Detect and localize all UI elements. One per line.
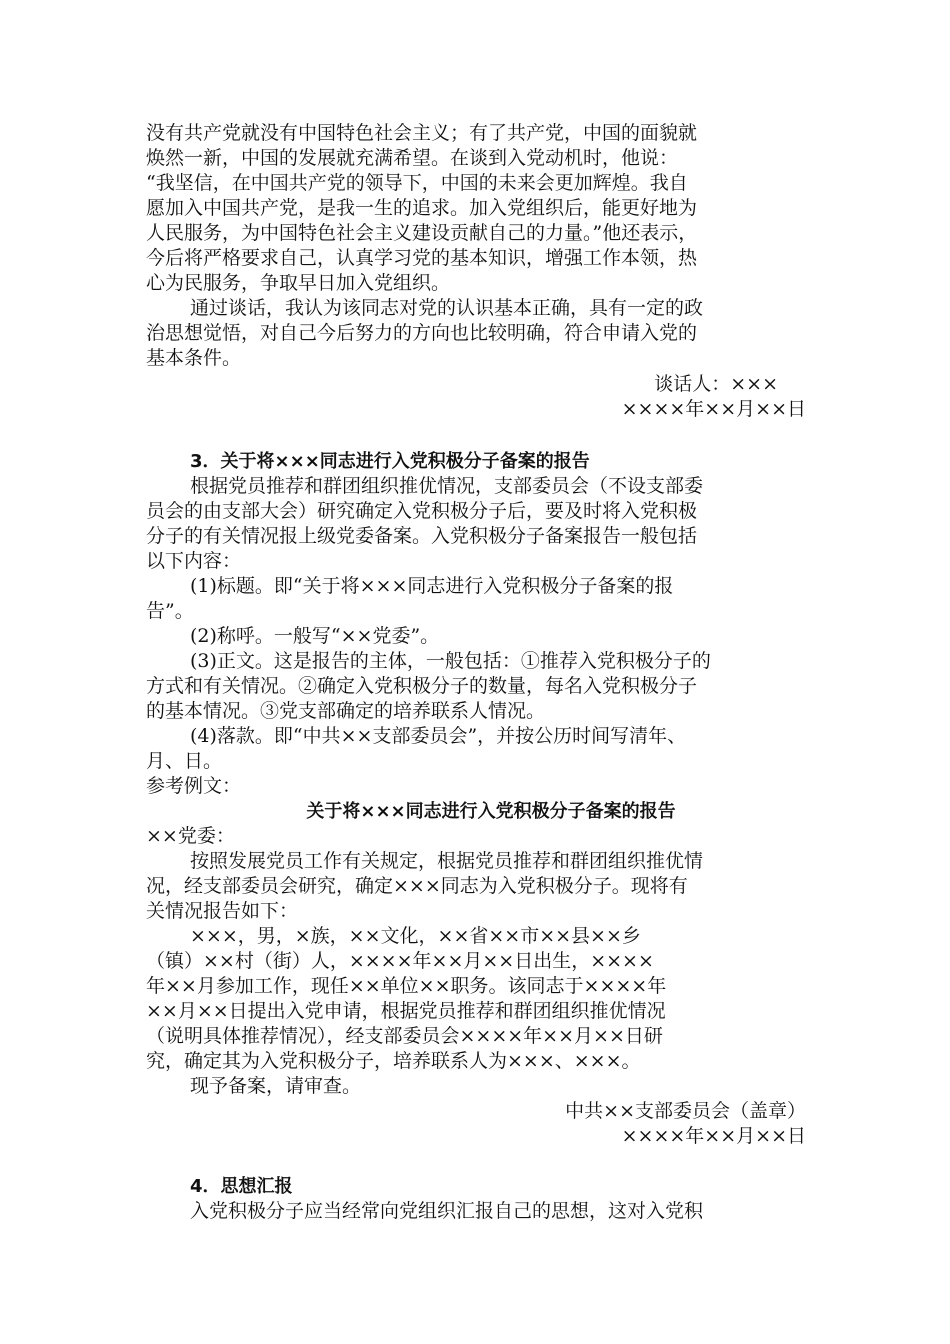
body-text-line: 方式和有关情况。②确定入党积极分子的数量，每名入党积极分子 [146,675,698,697]
example-title: 关于将×××同志进行入党积极分子备案的报告 [306,801,676,822]
body-text-line: ××月××日提出入党申请，根据党员推荐和群团组织推优情况 [146,1000,666,1022]
body-text-line: 没有共产党就没有中国特色社会主义；有了共产党，中国的面貌就 [146,122,698,144]
body-text-line: 以下内容： [146,550,242,572]
body-text-line: 今后将严格要求自己，认真学习党的基本知识，增强工作本领，热 [146,247,698,269]
body-text-line: （说明具体推荐情况），经支部委员会××××年××月××日研 [146,1025,663,1047]
body-text-line: 告”。 [146,600,194,622]
body-text-line: 心为民服务，争取早日加入党组织。 [146,272,451,294]
body-text-line: （镇）××村（街）人，××××年××月××日出生，×××× [146,950,654,972]
body-text-line: 根据党员推荐和群团组织推优情况，支部委员会（不设支部委 [190,475,704,497]
body-text-line: 年××月参加工作，现任××单位××职务。该同志于××××年 [146,975,667,997]
body-text-line: 关情况报告如下： [146,900,299,922]
body-text-line: 参考例文： [146,775,242,797]
body-text-line: 的基本情况。③党支部确定的培养联系人情况。 [146,700,546,722]
body-text-line: 究，确定其为入党积极分子，培养联系人为×××、×××。 [146,1050,641,1072]
body-text-line: 月、日。 [146,750,223,772]
body-text-line: 治思想觉悟，对自己今后努力的方向也比较明确，符合申请入党的 [146,322,698,344]
body-text-line: 分子的有关情况报上级党委备案。入党积极分子备案报告一般包括 [146,525,698,547]
signature-date: ××××年××月××日 [621,1125,806,1147]
body-text-line: 入党积极分子应当经常向党组织汇报自己的思想，这对入党积 [190,1200,704,1222]
body-text-line: 焕然一新，中国的发展就充满希望。在谈到入党动机时，他说： [146,147,679,169]
signature-org: 中共××支部委员会（盖章） [565,1100,806,1122]
list-item: (1)标题。即“关于将×××同志进行入党积极分子备案的报 [190,575,674,597]
body-text-line: ×××，男，×族，××文化，××省××市××县××乡 [190,925,641,947]
list-item: (3)正文。这是报告的主体，一般包括：①推荐入党积极分子的 [190,650,711,672]
list-item: (4)落款。即“中共××支部委员会”，并按公历时间写清年、 [190,725,687,747]
body-text-line: “我坚信，在中国共产党的领导下，中国的未来会更加辉煌。我自 [146,172,688,194]
body-text-line: 按照发展党员工作有关规定，根据党员推荐和群团组织推优情 [190,850,704,872]
section-heading: 3．关于将×××同志进行入党积极分子备案的报告 [190,451,590,472]
body-text-line: 基本条件。 [146,347,242,369]
section-heading: 4．思想汇报 [190,1176,293,1197]
signature-speaker: 谈话人：××× [654,373,778,395]
body-text-line: 人民服务，为中国特色社会主义建设贡献自己的力量。”他还表示， [146,222,698,244]
body-text-line: 况，经支部委员会研究，确定×××同志为入党积极分子。现将有 [146,875,688,897]
body-text-line: 愿加入中国共产党，是我一生的追求。加入党组织后，能更好地为 [146,197,698,219]
body-text-line: 员会的由支部大会）研究确定入党积极分子后，要及时将入党积极 [146,500,698,522]
body-text-line: 通过谈话，我认为该同志对党的认识基本正确，具有一定的政 [190,297,704,319]
signature-date: ××××年××月××日 [621,398,806,420]
salutation: ××党委： [146,825,235,847]
list-item: (2)称呼。一般写“××党委”。 [190,625,440,647]
body-text-line: 现予备案，请审查。 [190,1075,362,1097]
